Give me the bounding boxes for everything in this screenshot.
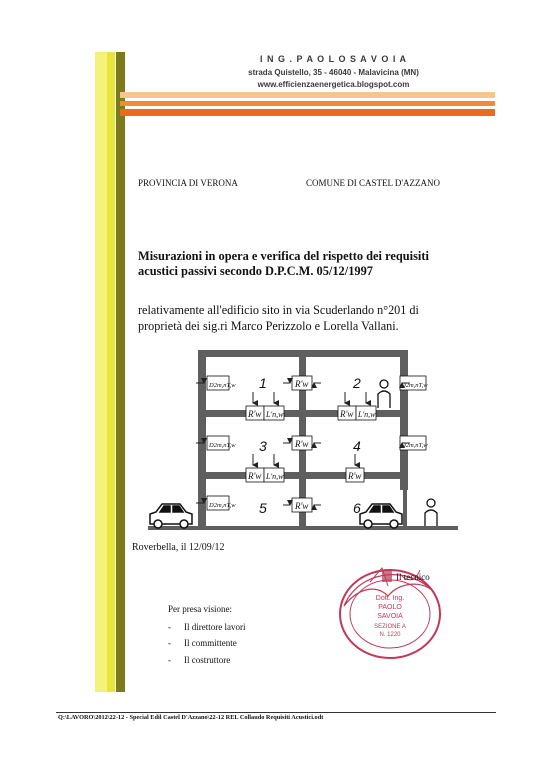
person-icon-upper: [378, 380, 390, 408]
decorative-band-dark-orange: [120, 109, 495, 116]
header-name: I N G . P A O L O S A V O I A: [259, 54, 408, 64]
room-number-6: 6: [353, 500, 361, 516]
car-icon-right: [360, 504, 402, 528]
room-number-5: 5: [259, 500, 267, 516]
impact-label-text: L'n,w: [358, 410, 376, 419]
footer-rule: [56, 712, 496, 713]
stamp-line-5: N. 1220: [379, 632, 401, 638]
room-number-3: 3: [259, 438, 267, 454]
approval-bullet-3: -: [168, 655, 171, 665]
approval-bullet-1: -: [168, 622, 171, 632]
document-title-line-1: Misurazioni in opera e verifica del rispetto dei requisiti: [138, 249, 429, 263]
wall-label-text: R'w: [248, 409, 262, 419]
room-number-1: 1: [259, 375, 267, 391]
impact-label-text: L'n,w: [266, 472, 284, 481]
building-acoustic-diagram: [148, 348, 458, 538]
person-icon-ground: [425, 499, 437, 526]
wall-label-text: R'w: [295, 439, 309, 449]
approval-item-2: Il committente: [184, 638, 237, 648]
wall-label-text: R'w: [248, 471, 262, 481]
approval-heading: Per presa visione:: [168, 604, 232, 614]
footer-file-path: Q:\LAVORO\2012\22-12 - Special Edil Castel D'Azzano\22-12 REL Collaudo Requisiti Acustici.odt: [58, 714, 324, 721]
impact-label-text: L'n,w: [266, 410, 284, 419]
header-address: strada Quistello, 35 - 46040 - Malavicina (MN): [248, 68, 419, 77]
stamp-line-3: SAVOIA: [377, 613, 403, 620]
facade-label-text: D2m,nT,w: [209, 442, 236, 449]
facade-label-text: D2m,nT,w: [401, 382, 428, 389]
decorative-bar-yellow: [107, 52, 115, 692]
facade-label-text: D2m,nT,w: [209, 382, 236, 389]
municipality-label: COMUNE DI CASTEL D'AZZANO: [306, 178, 441, 188]
stamp-line-1: Dott. Ing.: [375, 595, 405, 602]
room-number-2: 2: [353, 375, 361, 391]
decorative-band-orange: [120, 101, 495, 106]
stamp-line-2: PAOLO: [378, 604, 402, 611]
approval-item-1: Il direttore lavori: [184, 622, 246, 632]
facade-label-text: D2m,nT,w: [209, 502, 236, 509]
approval-item-3: Il costruttore: [184, 655, 231, 665]
wall-label-text: R'w: [348, 471, 362, 481]
description-line-2: proprietà dei sig.ri Marco Perizzolo e Lorella Vallani.: [138, 319, 399, 333]
wall-label-text: R'w: [295, 379, 309, 389]
place-date: Roverbella, il 12/09/12: [132, 542, 225, 553]
facade-label-text: D2m,nT,w: [401, 442, 428, 449]
wall-label-text: R'w: [340, 409, 354, 419]
description-line-1: relativamente all'edificio sito in via Scuderlando n°201 di: [138, 303, 419, 317]
decorative-band-light-orange: [120, 92, 495, 98]
decorative-bar-olive: [116, 52, 125, 692]
decorative-bar-light-yellow: [95, 52, 107, 692]
province-label: PROVINCIA DI VERONA: [138, 178, 238, 188]
header-website: www.efficienzaenergetica.blogspot.com: [257, 80, 410, 89]
room-number-4: 4: [353, 438, 361, 454]
official-stamp-seal: [330, 562, 456, 662]
document-title-line-2: acustici passivi secondo D.P.C.M. 05/12/1997: [138, 264, 373, 278]
car-icon-left: [150, 504, 192, 528]
stamp-line-4: SEZIONE A: [374, 624, 406, 630]
wall-label-text: R'w: [295, 501, 309, 511]
signature-role: Il tecnico: [396, 572, 430, 582]
approval-bullet-2: -: [168, 638, 171, 648]
